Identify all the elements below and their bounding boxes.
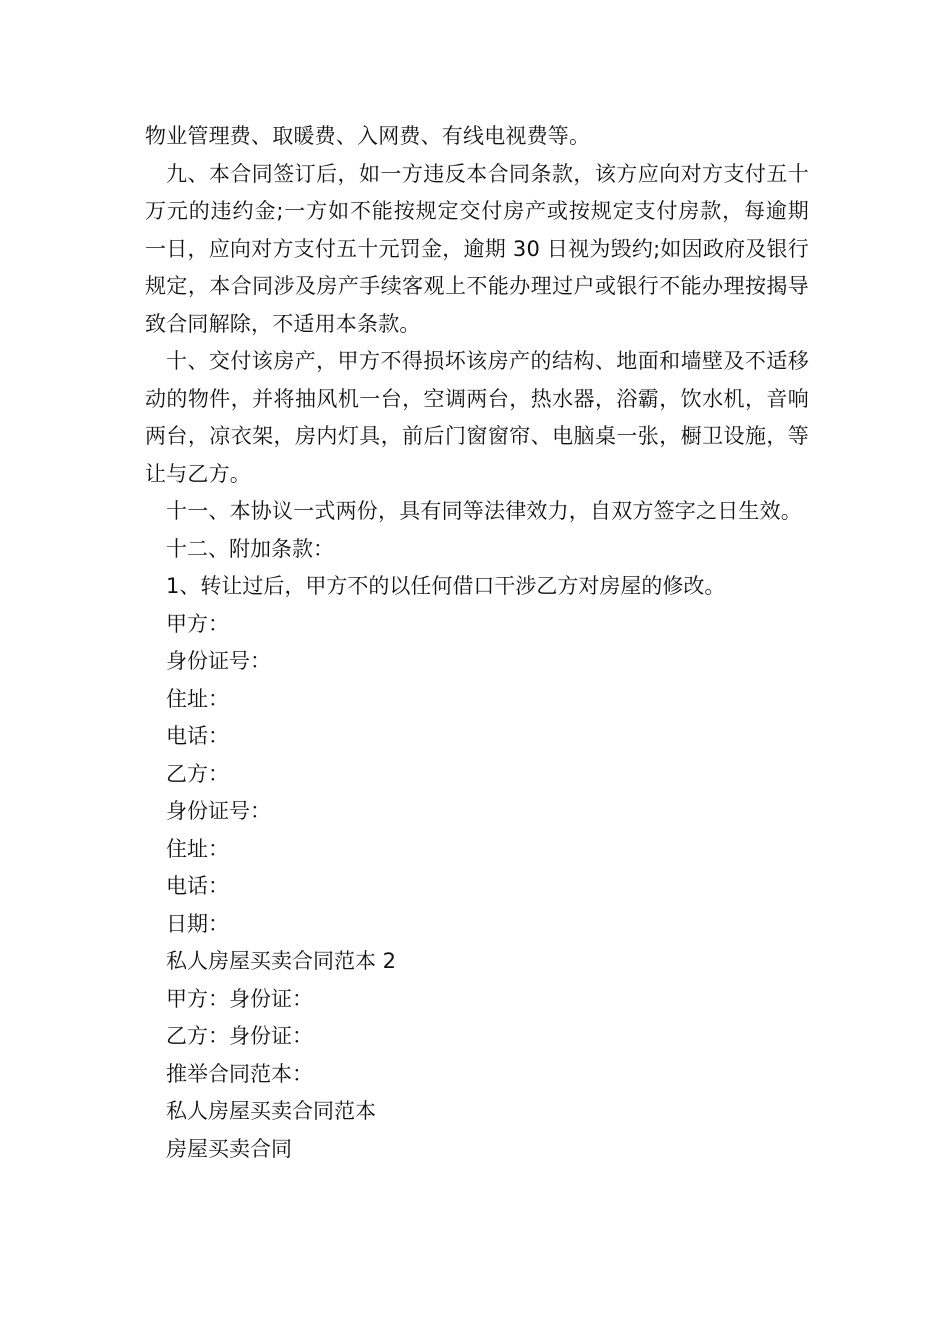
paragraph-clause-11: 十一、本协议一式两份，具有同等法律效力，自双方签字之日生效。 (166, 499, 802, 523)
recommended-templates-heading: 推举合同范本： (166, 1061, 313, 1086)
date-label: 日期： (166, 911, 229, 936)
template-2-title: 私人房屋买卖合同范本 2 (166, 949, 397, 973)
party-a-id-label: 身份证号： (166, 649, 271, 673)
party-b-id-label: 身份证号： (166, 799, 271, 823)
document-body (145, 118, 809, 1168)
party-a-label: 甲方： (166, 611, 229, 636)
paragraph-fees: 物业管理费、取暖费、入网费、有线电视费等。 (145, 124, 591, 148)
paragraph-clause-9: 九、本合同签订后，如一方违反本合同条款，该方应向对方支付五十万元的违约金;一方如不能按规定交付房产或按规定支付房款，每逾期一日，应向对方支付五十元罚金，逾期 30 日视为毁约;如因政府及银行规定，本合同涉及房产手续客观上不能办理过户或银行不能办理按揭导致合同解除，不适用本条款。 (145, 161, 809, 336)
recommended-template-1: 私人房屋买卖合同范本 (166, 1099, 376, 1123)
recommended-template-2: 房屋买卖合同 (166, 1136, 292, 1161)
party-a-phone-label: 电话： (166, 724, 229, 748)
clause-12-item-1: 1、转让过后，甲方不的以任何借口干涉乙方对房屋的修改。 (166, 574, 726, 598)
party-b-address-label: 住址： (166, 836, 229, 861)
party-a-address-label: 住址： (166, 686, 229, 711)
party-b-label: 乙方： (166, 761, 229, 786)
clause-12-heading: 十二、附加条款： (166, 536, 334, 561)
party-b-phone-label: 电话： (166, 874, 229, 898)
paragraph-clause-10: 十、交付该房产，甲方不得损坏该房产的结构、地面和墙壁及不适移动的物件，并将抽风机一台，空调两台，热水器，浴霸，饮水机，音响两台，凉衣架，房内灯具，前后门窗窗帘、电脑桌一张，橱卫设施，等让与乙方。 (145, 349, 809, 486)
template-2-party-a: 甲方：身份证： (166, 986, 313, 1011)
template-2-party-b: 乙方：身份证： (166, 1024, 313, 1048)
